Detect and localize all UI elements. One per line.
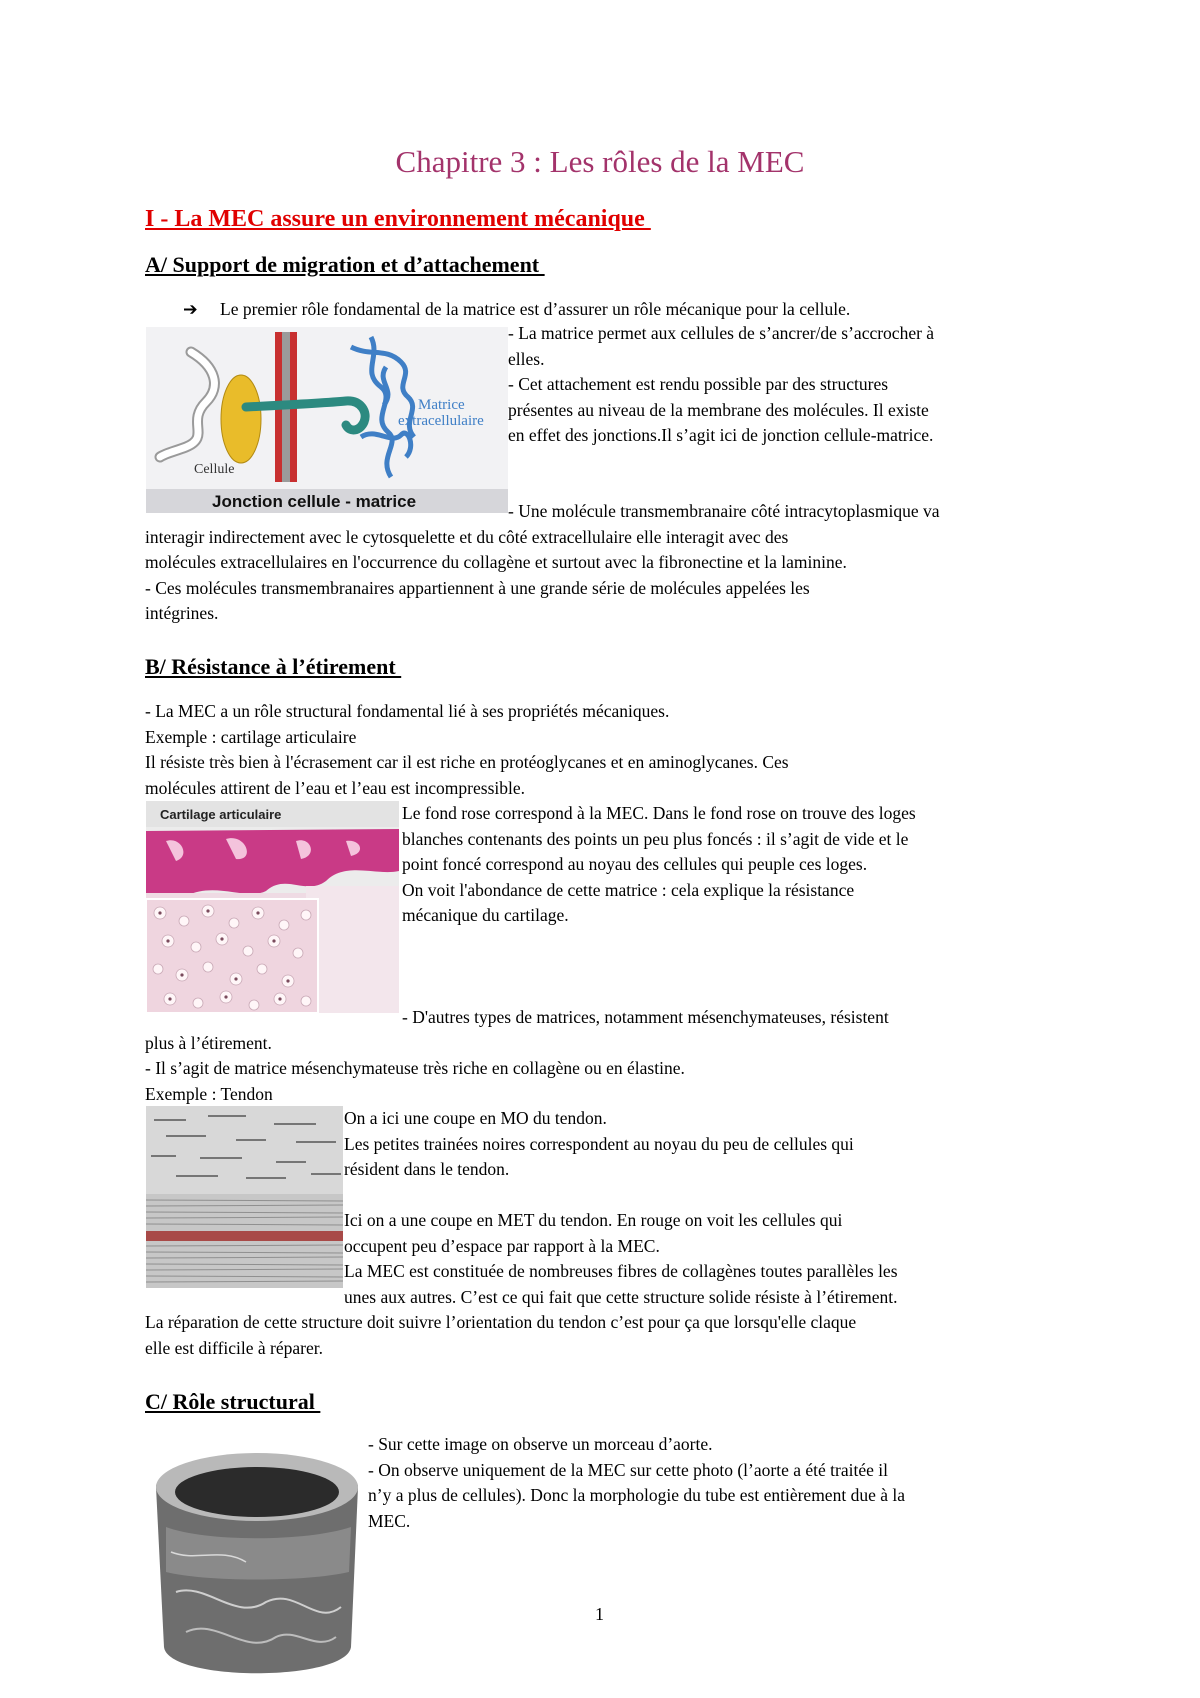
- page-number: 1: [595, 1604, 604, 1624]
- text-block-b-intro: - La MEC a un rôle structural fondamental lié à ses propriétés mécaniques. Exemple : cartilage articulaire Il résiste très bien à l'écrasement car il est riche en protéoglycanes et en aminoglycanes. Ces molécules attirent de l’eau et l’eau est incompressible.: [145, 701, 789, 798]
- aorta-figure: [146, 1432, 368, 1694]
- text-block-cartilage: Le fond rose correspond à la MEC. Dans le fond rose on trouve des loges blanches contenants des points un peu plus foncés : il s’agit de vide et le point foncé correspond au noyau des cellules qui peuple ces loges. On voit l'abondance de cette matrice : cela explique la résistance mécanique du cartilage.: [402, 803, 916, 925]
- figure-caption: Jonction cellule - matrice: [212, 492, 417, 511]
- section-heading-1: I - La MEC assure un environnement mécanique: [145, 206, 651, 232]
- text-block-a-side: - La matrice permet aux cellules de s’ancrer/de s’accrocher à elles. - Cet attachement est rendu possible par des structures présentes au niveau de la membrane des molécules. Il existe en effet des jonctions.Il s’agit ici de jonction cellule-matrice.: [508, 323, 935, 445]
- text-block-a-after: - Une molécule transmembranaire côté intracytoplasmique va interagir indirectement avec le cytosquelette et du côté extracellulaire elle interagit avec des molécules extracellulaires en l'occurrence du collagène et surtout avec la fibronectine et la laminine. - Ces molécules transmembranaires appartiennent à une grande série de molécules appelées les intégrines.: [145, 501, 940, 623]
- document-page: Chapitre 3 : Les rôles de la MEC I - La MEC assure un environnement mécanique A/ Support de migration et d’attachement ➔ Le premier rôle fondamental de la matrice est d’assurer un rôle mécanique pour la cellule. Matrice extracellulaire Cellule Jonction cellule - matrice - La matrice permet aux cellules de s’ancrer/de s’accrocher à elles. - Cet attachement est rendu possible par des structures présentes au niveau de la membrane des molécules. Il existe en effet des jonctions.Il s’agit ici de jonction cellule-matrice. - Une molécule transmembranaire côté intracytoplasmique va interagir indirectement avec le cytosquelette et du côté extracellulaire elle interagit avec des molécules extracellulaires en l'occurrence du collagène et surtout avec la fibronectine et la laminine. - Ces molécules transmembranaires appartiennent à une grande série de molécules appelées les intégrines. B/ Résistance à l’étirement - La MEC a un rôle structural fondamental lié à ses propriétés mécaniques. Exemple : cartilage articulaire Il résiste très bien à l'écrasement car il est riche en protéoglycanes et en aminoglycanes. Ces molécules attirent de l’eau et l’eau est incompressible. Cartilage articulaire Le fond rose correspond à la MEC. Dans le fond rose on trouve des loges blanches contenants des points un peu plus foncés : il s’agit de vide et le point foncé correspond au noyau des cellules qui peuple ces loges. On voit l'abondance de cette matrice : cela explique la résistance mécanique du cartilage. - D'autres types de matrices, notamment mésenchymateuses, résistent plus à l’étirement. - Il s’agit de matrice mésenchymateuse très riche en collagène ou en élastine. Exemple : Tendon On a ici une coupe en MO du tendon. Les petites trainées noires correspondent au noyau du peu de cellules qui résident dans le tendon. Ici on a une coupe en MET du tendon. En rouge on voit les cellules qui occupent peu d’espace par rapport à la MEC. La MEC est constituée de nombreuses fibres de collagènes toutes parallèles les unes aux autres. C’est ce qui fait que cette structure solide résiste à l’étirement. La réparation de cette structure doit suivre l’orientation du tendon c’est pour ça que lorsqu'elle claque elle est difficile à réparer. C/ Rôle structural - Sur cette image on observe un morceau d’aorte. - On observe uniquement de la MEC sur cette photo (l’aorte a été traitée il n’y a plus de cellules). Donc la morphologie du tube est entièrement due à la MEC. 1: [0, 0, 1200, 1698]
- subsection-heading-a: A/ Support de migration et d’attachement: [145, 252, 545, 277]
- matrix-label-2: extracellulaire: [398, 413, 484, 429]
- junction-figure: [146, 327, 508, 513]
- text-block-b-other: - D'autres types de matrices, notamment mésenchymateuses, résistent plus à l’étirement. - Il s’agit de matrice mésenchymateuse très riche en collagène ou en élastine. Exemple : Tendon: [145, 1007, 889, 1104]
- subsection-heading-c: C/ Rôle structural: [145, 1389, 321, 1414]
- arrow-icon: ➔: [183, 299, 198, 319]
- text-block-c: - Sur cette image on observe un morceau d’aorte. - On observe uniquement de la MEC sur cette photo (l’aorte a été traitée il n’y a plus de cellules). Donc la morphologie du tube est entièrement due à la MEC.: [368, 1434, 905, 1531]
- page-title: Chapitre 3 : Les rôles de la MEC: [395, 144, 805, 179]
- cartilage-figure: [146, 801, 399, 1013]
- text-block-repair: La réparation de cette structure doit suivre l’orientation du tendon c’est pour ça que lorsqu'elle claque elle est difficile à réparer.: [145, 1312, 857, 1358]
- subsection-heading-b: B/ Résistance à l’étirement: [145, 654, 402, 679]
- cartilage-label: Cartilage articulaire: [160, 807, 282, 822]
- cell-label: Cellule: [194, 462, 235, 477]
- text-block-tendon: On a ici une coupe en MO du tendon. Les petites trainées noires correspondent au noyau du peu de cellules qui résident dans le tendon. Ici on a une coupe en MET du tendon. En rouge on voit les cellules qui occupent peu d’espace par rapport à la MEC. La MEC est constituée de nombreuses fibres de collagènes toutes parallèles les unes aux autres. C’est ce qui fait que cette structure solide résiste à l’étirement.: [344, 1108, 898, 1307]
- matrix-label-1: Matrice: [418, 397, 465, 413]
- tendon-figure: [146, 1106, 343, 1288]
